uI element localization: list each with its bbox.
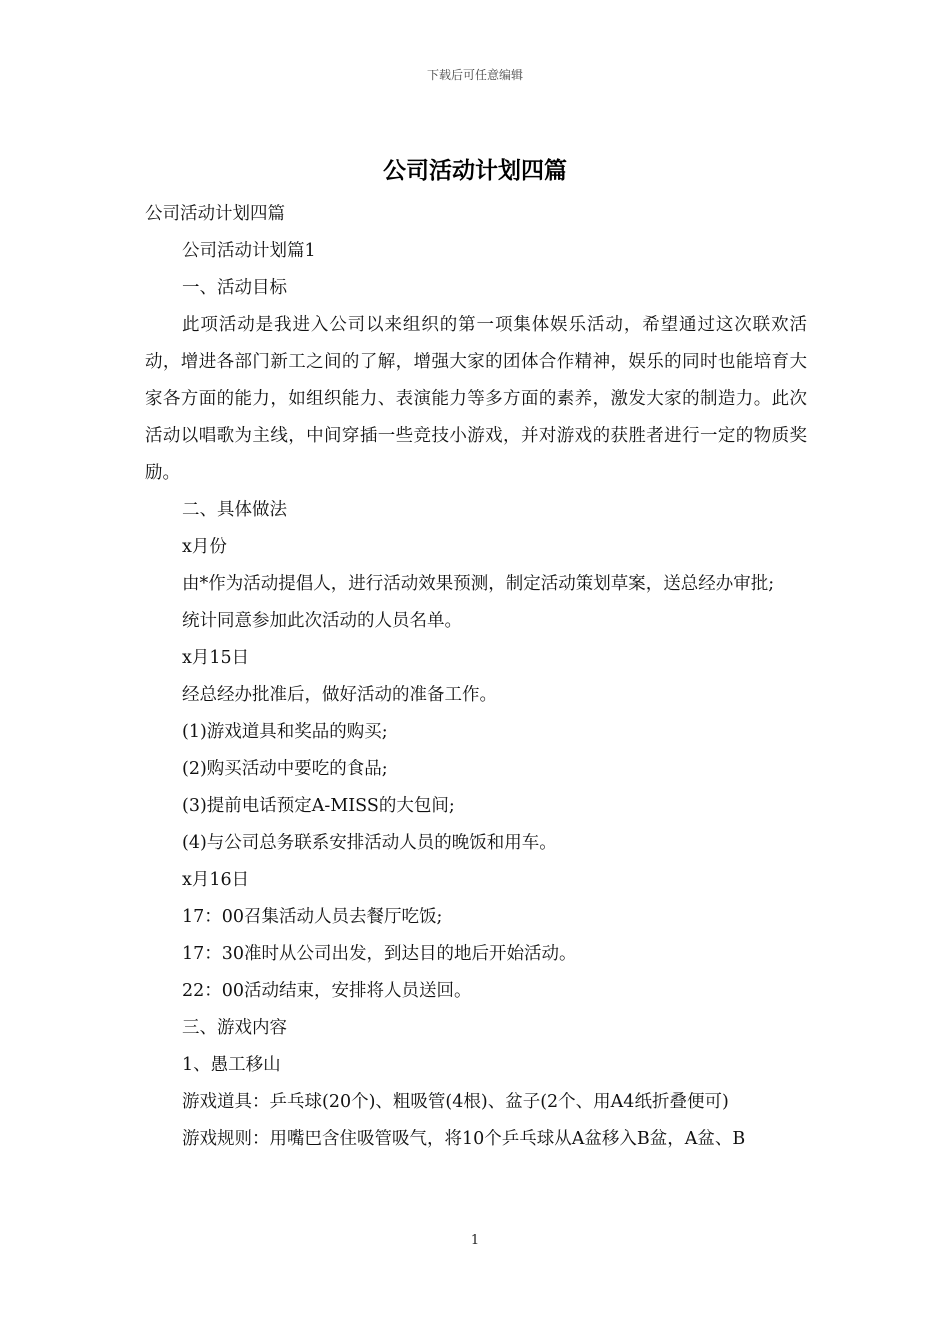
list-item: (2)购买活动中要吃的食品; — [182, 759, 388, 779]
paragraph-preparation: 经总经办批准后，做好活动的准备工作。 — [182, 685, 497, 705]
paragraph-month: x月份 — [182, 537, 227, 557]
paragraph-game-rules: 游戏规则：用嘴巴含住吸管吸气，将10个乒乓球从A盆移入B盆，A盆、B — [182, 1129, 746, 1149]
list-item: (3)提前电话预定A-MISS的大包间; — [182, 796, 455, 816]
paragraph-roster: 统计同意参加此次活动的人员名单。 — [182, 611, 462, 631]
paragraph-date-16: x月16日 — [182, 870, 250, 890]
header-note: 下载后可任意编辑 — [426, 68, 523, 82]
paragraph-game-title: 1、愚工移山 — [182, 1055, 281, 1075]
paragraph-heading-games: 三、游戏内容 — [182, 1018, 287, 1038]
schedule-item: 17：00召集活动人员去餐厅吃饭; — [182, 907, 443, 927]
document-body — [145, 196, 807, 1158]
paragraph-goal-text: 此项活动是我进入公司以来组织的第一项集体娱乐活动，希望通过这次联欢活动，增进各部门新工之间的了解，增强大家的团体合作精神，娱乐的同时也能培育大家各方面的能力，如组织能力、表演能力等多方面的素养，激发大家的制造力。此次活动以唱歌为主线，中间穿插一些竞技小游戏，并对游戏的获胜者进行一定的物质奖励。 — [145, 315, 807, 483]
list-item: (4)与公司总务联系安排活动人员的晚饭和用车。 — [182, 833, 557, 853]
paragraph-heading-method: 二、具体做法 — [182, 500, 287, 520]
paragraph-heading-goal: 一、活动目标 — [182, 278, 287, 298]
paragraph-doc-heading: 公司活动计划四篇 — [145, 204, 285, 224]
schedule-item: 22：00活动结束，安排将人员送回。 — [182, 981, 472, 1001]
paragraph-section-title: 公司活动计划篇1 — [182, 241, 316, 261]
list-item: (1)游戏道具和奖品的购买; — [182, 722, 388, 742]
paragraph-game-props: 游戏道具：乒乓球(20个)、粗吸管(4根)、盆子(2个、用A4纸折叠便可) — [182, 1092, 729, 1112]
document-title: 公司活动计划四篇 — [383, 157, 567, 184]
page-number: 1 — [470, 1233, 480, 1248]
paragraph-date-15: x月15日 — [182, 648, 250, 668]
paragraph-proposal: 由*作为活动提倡人，进行活动效果预测，制定活动策划草案，送总经办审批; — [182, 574, 775, 594]
schedule-item: 17：30准时从公司出发，到达目的地后开始活动。 — [182, 944, 577, 964]
